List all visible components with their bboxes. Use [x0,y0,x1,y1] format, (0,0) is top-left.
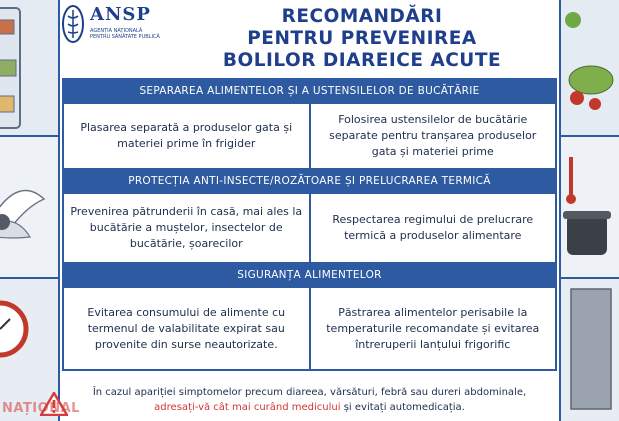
fly-illustration [0,137,58,279]
section-header-separation: SEPARAREA ALIMENTELOR ȘI A USTENSILELOR DE BUCĂTĂRIE [64,80,555,102]
title-line-1: RECOMANDĂRI [281,6,443,27]
footer-line-1: În cazul apariției simptomelor precum diareea, vărsături, febră sau dureri abdominale, [92,387,527,398]
left-illustration-strip [0,0,60,421]
storage-icon [561,279,619,421]
table-row [64,192,555,262]
table-row [64,286,555,369]
recommendation-cell: Respectarea regimului de prelucrare termică a produselor alimentare [309,194,556,262]
recommendation-cell: Plasarea separată a produselor gata și materiei prime în frigider [80,121,293,150]
recommendations-table [62,78,557,371]
refrigerator-illustration [0,0,58,137]
recommendation-cell: Păstrarea alimentelor perisabile la temperaturile recomandate și evitarea întreruperii lanțului frigorific [309,288,556,369]
pot-icon [561,137,619,277]
poster [2,0,559,421]
logo-subtitle: AGENȚIA NAȚIONALĂ PENTRU SĂNĂTATE PUBLICĂ [90,28,160,40]
cooking-pot-illustration [561,137,619,279]
section-header-food-safety: SIGURANȚA ALIMENTELOR [64,262,555,286]
title-line-3: BOLILOR DIAREICE ACUTE [222,50,502,71]
logo-name: ANSP [90,4,151,25]
footer-line-2 [60,400,559,415]
page-title [165,6,559,72]
recommendation-cell: Folosirea ustensilelor de bucătărie separate pentru tranșarea produselor gata și materiei prime [309,104,556,168]
footer-rest: și evitați automedicația. [340,402,465,413]
section-header-protection: PROTECȚIA ANTI-INSECTE/ROZĂTOARE ȘI PRELUCRAREA TERMICĂ [64,168,555,192]
right-illustration-strip [559,0,619,421]
watermark: NAȚIONAL [2,401,80,416]
refrigerator-icon [0,0,58,135]
recommendation-cell: Prevenirea pătrunderii în casă, mai ales la bucătărie a muștelor, insectelor de bucătărie, șoarecilor [70,205,303,250]
footer-highlight: adresați-vă cât mai curând medicului [154,402,341,413]
vegetables-icon [561,0,619,135]
fly-icon [0,137,58,277]
ansp-emblem-icon [62,4,84,44]
container-illustration [561,279,619,421]
recommendation-cell: Evitarea consumului de alimente cu termenul de valabilitate expirat sau provenite din surse neautorizate. [87,305,286,351]
title-line-2: PENTRU PREVENIREA [247,28,477,49]
food-illustration [561,0,619,137]
table-row [64,102,555,168]
footer-note [60,385,559,415]
ansp-logo [62,2,182,50]
